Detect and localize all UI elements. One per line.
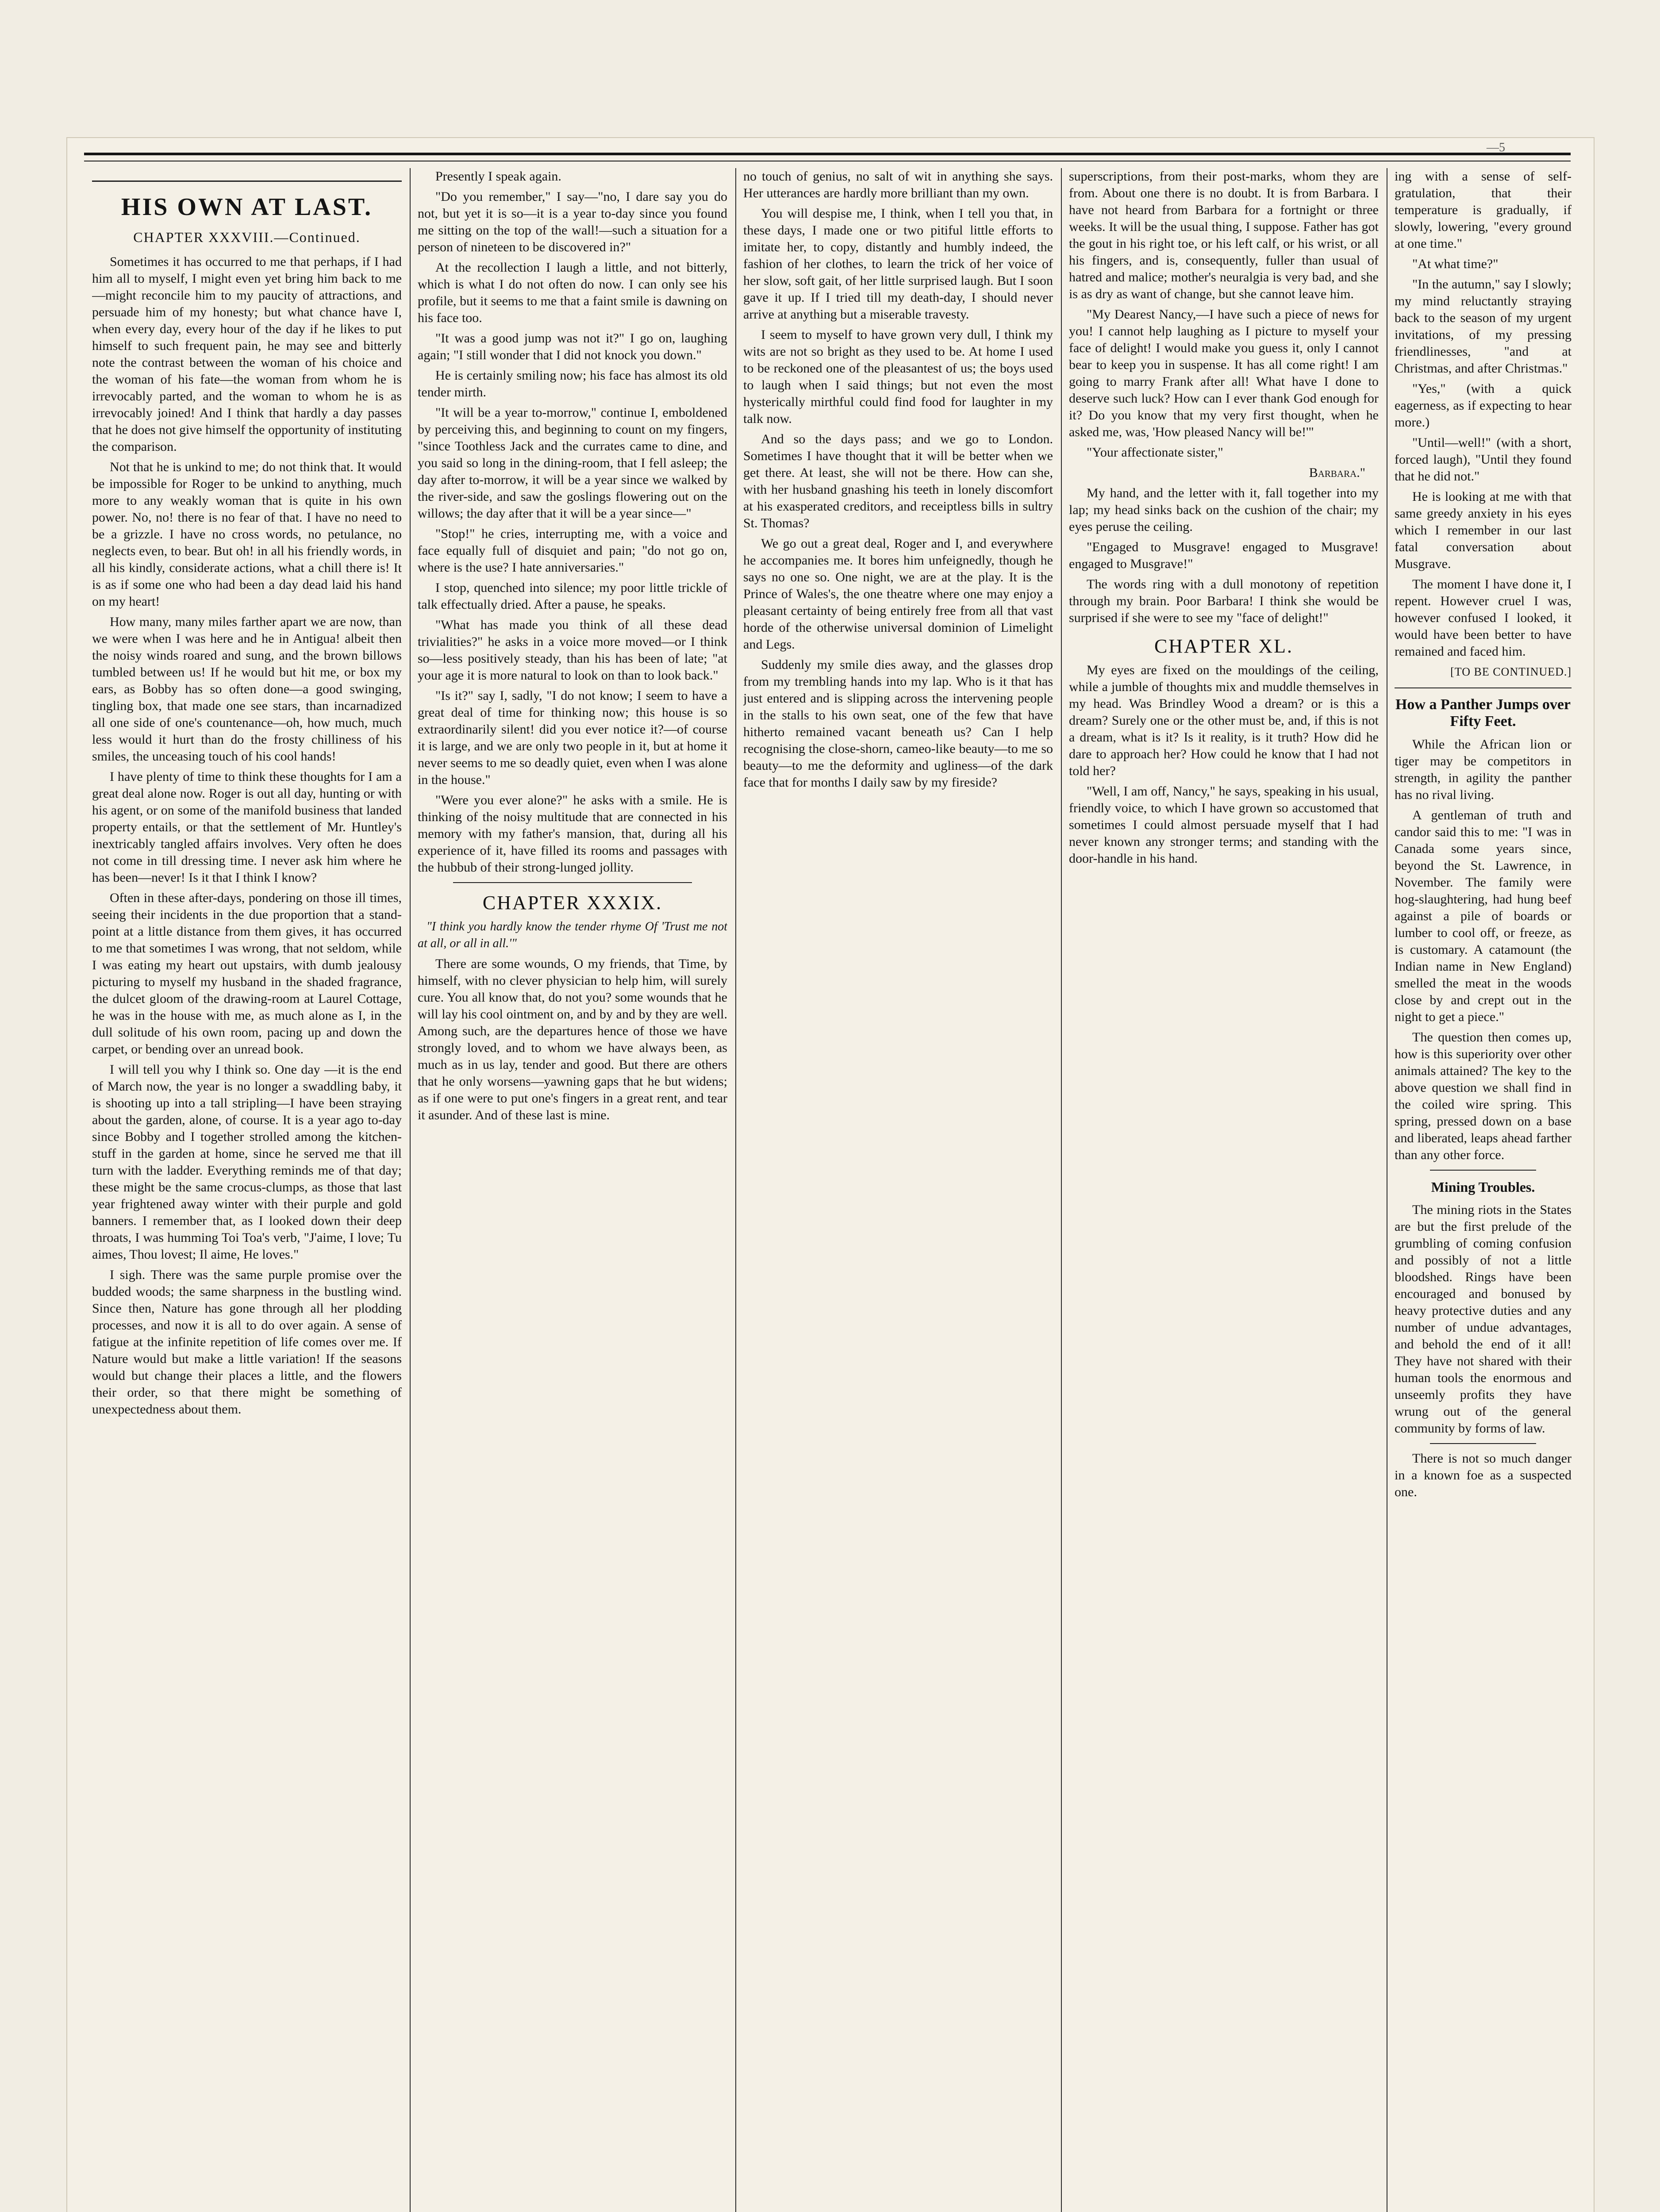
paragraph: I have plenty of time to think these thoughts for I am a great deal alone now. Roger is out all day, hunting or with his agent, or on some of the manifold business that landed property entails, or that the settlement of Mr. Huntley's inextricably tangled affairs involves. Very often he does not come in till dressing time. I never ask him where he has been—never! Is it that I think I know? — [92, 769, 402, 885]
paragraph: Often in these after-days, pondering on those ill times, seeing their incidents in the due proportion that a stand-point at a little distance from them gives, it has occurred to me that sometimes I was wrong, that not seldom, while I was eating my heart out upstairs, with dumb jealousy picturing to myself my husband in the shaded fragrance, the dulcet gloom of the drawing-room at Laurel Cottage, he was in the house with me, as much alone as I, in the dull solitude of his own room, pacing up and down the carpet, or bending over an unread book. — [92, 891, 402, 1056]
paragraph: ing with a sense of self-gratulation, that their temperature is gradually, if slowly, lowering, "every ground at one time." — [1395, 169, 1572, 251]
paragraph: "Stop!" he cries, interrupting me, with a voice and face equally full of disquiet and pain; "do not go on, where is the use? I hate anniversaries." — [418, 526, 727, 575]
paragraph: While the African lion or tiger may be competitors in strength, in agility the panther has no rival living. — [1395, 737, 1572, 802]
paragraph: "At what time?" — [1412, 257, 1499, 271]
paragraph: "Yes," (with a quick eagerness, as if expecting to hear more.) — [1395, 381, 1572, 430]
paragraph: At the recollection I laugh a little, and not bitterly, which is what I do not often do now. I can only see his profile, but it seems to me that a faint smile is dawning on his face too. — [418, 260, 727, 325]
article-title: Mining Troubles. — [1431, 1179, 1535, 1195]
paragraph: Presently I speak again. — [435, 169, 561, 184]
column-rule — [1061, 168, 1062, 2212]
letter-closing: "Your affectionate sister," — [1087, 445, 1223, 460]
column-4 — [1069, 168, 1379, 2212]
paragraph: I sigh. There was the same purple promise over the budded woods; the same sharpness in the bustling wind. Since then, Nature has gone through all her plodding processes, and now it is all to do over again. A sense of fatigue at the infinite repetition of life comes over me. If Nature would but make a little variation! If the seasons would but change their places a little, and the flowers their order, so that there might be something of unexpectedness about them. — [92, 1267, 402, 1417]
paragraph: I will tell you why I think so. One day —it is the end of March now, the year is no longer a swaddling baby, it is shooting up into a tall stripling—I have been straying about the garden, alone, of course. It is a year ago to-day since Bobby and I together strolled among the kitchen-stuff in the garden at home, since he served me that ill turn with the ladder. Everything reminds me of that day; these might be the same crocus-clumps, as those that last year frightened away winter with their purple and gold banners. I remember that, as I looked down their deep throats, I was humming Toi Toa's verb, "J'aime, I love; Tu aimes, Thou lovest; Il aime, He loves." — [92, 1062, 402, 1262]
paragraph: "Were you ever alone?" he asks with a smile. He is thinking of the noisy multitude that are connected in his memory with my father's mansion, that, during all his experience of it, have filled its rooms and passages with the hubbub of their strong-lunged jollity. — [418, 793, 727, 875]
paragraph: "Well, I am off, Nancy," he says, speaking in his usual, friendly voice, to which I have grown so accustomed that sometimes I could almost persuade myself that I had never known any stronger terms; and standing with the door-handle in his hand. — [1069, 784, 1379, 866]
paragraph: The words ring with a dull monotony of repetition through my brain. Poor Barbara! I think she would be surprised if she were to see my "face of delight!" — [1069, 577, 1379, 625]
paragraph: And so the days pass; and we go to London. Sometimes I have thought that it will be better when we get there. At least, she will not be there. How can she, with her husband gnashing his teeth in lonely discomfort at his exasperated creditors, and receiptless bills in sultry St. Thomas? — [743, 432, 1053, 530]
page-mark: —5 — [1487, 141, 1505, 154]
chapter-heading: CHAPTER XXXVIII.—Continued. — [133, 229, 361, 245]
paragraph: Suddenly my smile dies away, and the glasses drop from my trembling hands into my lap. Who is it that has just entered and is slipping across the intervening people in the stalls to his own seat, one of the few that have hitherto remained vacant beneath us? Can I help recognising the close-shorn, cameo-like beauty—to me so beauty—to me the deformity and ugliness—of the dark face that for months I daily saw by my fireside? — [743, 657, 1053, 790]
column-1 — [92, 168, 402, 2212]
section-divider — [1430, 1170, 1536, 1171]
paragraph: "Engaged to Musgrave! engaged to Musgrave! engaged to Musgrave!" — [1069, 540, 1379, 571]
paragraph: superscriptions, from their post-marks, whom they are from. About one there is no doubt. It is from Barbara. I have not heard from Barbara for a fortnight or three weeks. It will be the usual thing, I suppose. Father has got the gout in his right toe, or his left calf, or his wrist, or all his fingers, and is, consequently, fuller than usual of hatred and malice; mother's neuralgia is very bad, and she is as dry as want of change, but she cannot leave him. — [1069, 169, 1379, 301]
top-double-rule — [84, 153, 1571, 161]
paragraph: no touch of genius, no salt of wit in anything she says. Her utterances are hardly more brilliant than my own. — [743, 169, 1053, 200]
paragraph: Sometimes it has occurred to me that perhaps, if I had him all to myself, I might even yet bring him back to me—might reconcile him to my paucity of attractions, and persuade him of my honesty; but what chance have I, when every day, every hour of the day if he likes to put himself to such frequent pain, he may see and bitterly note the contrast between the woman of his choice and the woman of his fate—the woman from whom he is irrevocably parted, and the woman to whom he is as irrevocably joined! And I think that hardly a day passes that he does not give himself the opportunity of instituting the comparison. — [92, 254, 402, 454]
letter-paragraph: "My Dearest Nancy,—I have such a piece of news for you! I cannot help laughing as I picture to myself your face of delight! I would make you guess it, only I cannot bear to keep you in suspense. It has all come right! I am going to marry Frank after all! What have I done to deserve such luck? How can I ever thank God enough for it? Do you know that my very first thought, when he asked me, was, 'How pleased Nancy will be!'" — [1069, 307, 1379, 439]
column-3 — [743, 168, 1053, 2212]
to-be-continued: [TO BE CONTINUED.] — [1450, 665, 1572, 678]
paragraph: There is not so much danger in a known foe as a suspected one. — [1395, 1451, 1572, 1499]
paragraph: "Do you remember," I say—"no, I dare say you do not, but yet it is so—it is a year to-day since you found me sitting on the top of the wall!—such a situation for a person of nineteen to be discovered in?" — [418, 189, 727, 254]
paragraph: "What has made you think of all these dead trivialities?" he asks in a voice more moved—or I think so—less positively steady, than his has been of late; "at your age it is more natural to look on than to look back." — [418, 618, 727, 683]
paragraph: He is certainly smiling now; his face has almost its old tender mirth. — [418, 368, 727, 399]
column-rule — [410, 168, 411, 2212]
section-divider — [453, 882, 692, 883]
paragraph: The question then comes up, how is this superiority over other animals attained? The key to the above question we shall find in the coiled wire spring. This spring, pressed down on a base and liberated, leaps ahead farther than any other force. — [1395, 1030, 1572, 1162]
paragraph: My eyes are fixed on the mouldings of the ceiling, while a jumble of thoughts mix and muddle themselves in my head. Was Brindley Wood a dream? or is this a dream? Surely one or the other must be, and, if this is not a dream, what is it? Is it reality, is it truth? How did he dare to approach her? How could he know that I had not told her? — [1069, 663, 1379, 778]
paragraph: "In the autumn," say I slowly; my mind reluctantly straying back to the season of my urgent invitations, of my pressing friendlinesses, "and at Christmas, and after Christmas." — [1395, 277, 1572, 376]
paragraph: "Is it?" say I, sadly, "I do not know; I seem to have a great deal of time for thinking now; this house is so extraordinarily silent! did you ever notice it?—of course it is large, and we are only two people in it, but at home it never seems to me so deadly quiet, even when I was alone in the house." — [418, 688, 727, 787]
chapter-heading: CHAPTER XXXIX. — [482, 892, 663, 914]
paragraph: "It will be a year to-morrow," continue I, emboldened by perceiving this, and beginning to count on my fingers, "since Toothless Jack and the currates came to dine, and you said so long in the dining-room, that I fell asleep; the day after to-morrow, it will be a year since we walked by the river-side, and saw the goslings flowering out on the willows; the day after that it will be a year since—" — [418, 405, 727, 521]
column-2 — [418, 168, 727, 2212]
paragraph: My hand, and the letter with it, fall together into my lap; my head sinks back on the cushion of the chair; my eyes peruse the ceiling. — [1069, 486, 1379, 534]
column-rule — [735, 168, 736, 2212]
paragraph: Not that he is unkind to me; do not think that. It would be impossible for Roger to be unkind to anything, much more to any weakly woman that is quite in his own power. No, no! there is no fear of that. I have no need to be a grizzle. I have no cross words, no petulance, no neglects even, to bear. But oh! in all his friendly words, in all his kindly, considerate actions, what a chill there is! It is as if some one who had been a day dead laid his hand on my heart! — [92, 460, 402, 609]
paragraph: I stop, quenched into silence; my poor little trickle of talk effectually dried. After a pause, he speaks. — [418, 580, 727, 612]
section-divider — [1395, 687, 1572, 688]
paragraph: I seem to myself to have grown very dull, I think my wits are not so bright as they used to be. At home I used to be reckoned one of the pleasantest of us; the boys used to laugh when I said things; but not even the most hysterically mirthful could find food for laughter in my talk now. — [743, 327, 1053, 426]
epigraph: "I think you hardly know the tender rhyme Of 'Trust me not at all, or all in all.'" — [418, 920, 727, 950]
article-title: How a Panther Jumps over Fifty Feet. — [1395, 696, 1571, 730]
paragraph: The mining riots in the States are but the first prelude of the grumbling of coming confusion and possibly of not a little bloodshed. Rings have been encouraged and bonused by heavy protective duties and any number of undue advantages, and behold the end of it all! They have not shared with their human tools the enormous and unseemly profits they have wrung out of the general community by forms of law. — [1395, 1202, 1572, 1436]
column-5 — [1395, 168, 1572, 2212]
paragraph: You will despise me, I think, when I tell you that, in these days, I made one or two pitiful little efforts to imitate her, to copy, distantly and humbly indeed, the fashion of her clothes, to learn the trick of her voice of her slow, soft gait, of her little surprised laugh. But I soon gave it up. If I tried till my death-day, I should never arrive at anything but a miserable travesty. — [743, 206, 1053, 322]
paragraph: How many, many miles farther apart we are now, than we were when I was here and he in Antigua! albeit then the noisy winds roared and sung, and the brown billows tumbled between us! If he would but hit me, or box my ears, as Bobby has so often done—a good swinging, tingling box, that made one see stars, than incarnadized all one side of one's countenance—oh, how much, much less would it hurt than do the frosty chilliness of his smiles, the unceasing touch of his cool hands! — [92, 614, 402, 764]
paragraph: There are some wounds, O my friends, that Time, by himself, with no clever physician to help him, will surely cure. You all know that, do not you? some wounds that he will lay his cool ointment on, and by and by they are well. Among such, are the departures hence of those we have strongly loved, and to whom we have always been, as much as in us lay, tender and good. But there are others that he only worsens—yawning gaps that he but widens; as if one were to put one's fingers in a great rent, and tear it asunder. And of these last is mine. — [418, 956, 727, 1122]
section-divider — [1430, 1443, 1536, 1444]
paragraph: The moment I have done it, I repent. However cruel I was, however confused I looked, it would have been better to have remained and faced him. — [1395, 577, 1572, 659]
paragraph: "It was a good jump was not it?" I go on, laughing again; "I still wonder that I did not knock you down." — [418, 331, 727, 362]
story-title: HIS OWN AT LAST. — [92, 180, 402, 223]
chapter-heading: CHAPTER XL. — [1154, 635, 1294, 657]
paragraph: "Until—well!" (with a short, forced laugh), "Until they found that he did not." — [1395, 435, 1572, 484]
letter-signature: Barbara." — [1309, 465, 1365, 480]
paragraph: A gentleman of truth and candor said this to me: "I was in Canada some years since, beyond the St. Lawrence, in November. The family were hog-slaughtering, had hung beef against a pile of boards or lumber to cool off, or freeze, as is customary. A catamount (the Indian name in New England) smelled the meat in the woods close by and crept out in the night to get a piece." — [1395, 808, 1572, 1024]
paragraph: He is looking at me with that same greedy anxiety in his eyes which I remember in our last fatal conversation about Musgrave. — [1395, 489, 1572, 571]
paragraph: We go out a great deal, Roger and I, and everywhere he accompanies me. It bores him unfeignedly, though he says no one so. One night, we are at the play. It is the Prince of Wales's, the one theatre where one may enjoy a pleasant certainty of being entirely free from all that vast horde of the otherwise universal dominion of Limelight and Legs. — [743, 536, 1053, 652]
